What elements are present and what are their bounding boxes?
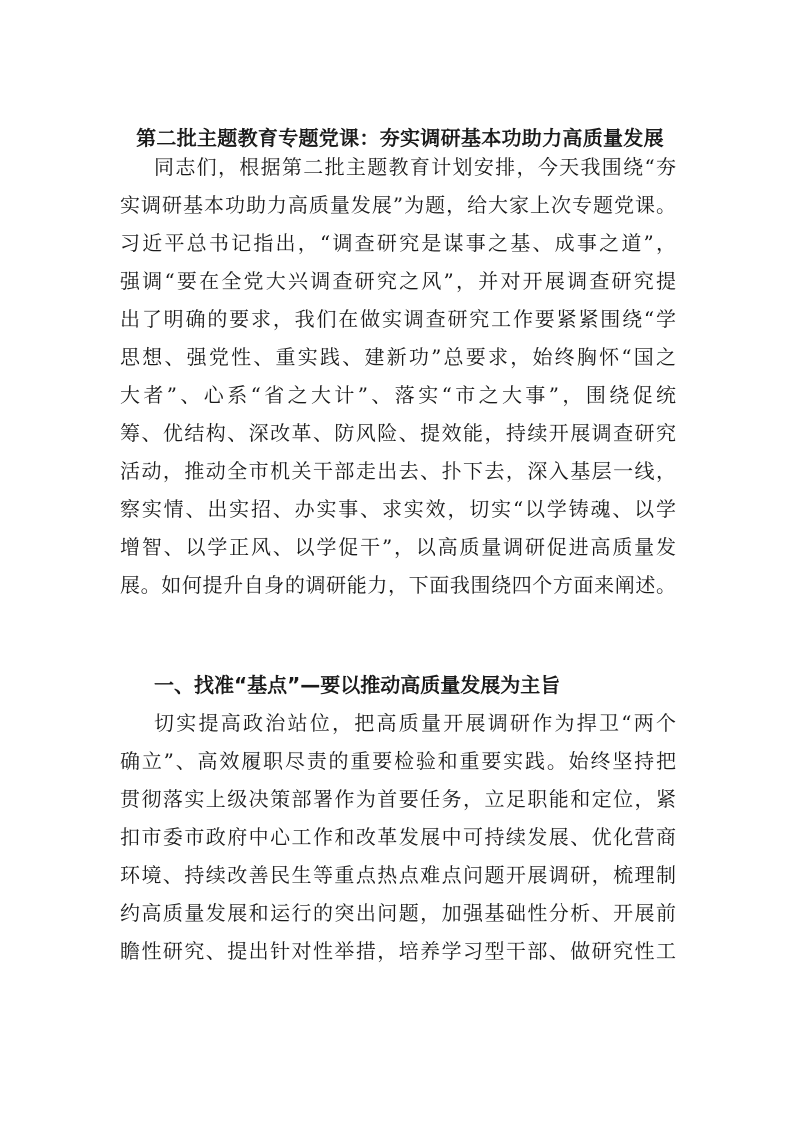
paragraph-line: 增智、以学正风、以学促干”，以高质量调研促进高质量发 <box>120 535 676 559</box>
paragraph-line: 实调研基本功助力高质量发展”为题，给大家上次专题党课。 <box>120 193 676 217</box>
section-heading-1 <box>120 666 676 704</box>
paragraph-line: 环境、持续改善民生等重点热点难点问题开展调研，梳理制 <box>120 863 676 887</box>
paragraph-line: 大者”、心系“省之大计”、落实“市之大事”，围绕促统 <box>120 383 676 407</box>
paragraph-line: 瞻性研究、提出针对性举措，培养学习型干部、做研究性工 <box>120 939 676 963</box>
paragraph-line: 思想、强党性、重实践、建新功”总要求，始终胸怀“国之 <box>120 345 676 369</box>
document-title: 第二批主题教育专题党课：夯实调研基本功助力高质量发展 <box>136 126 664 150</box>
paragraph-line: 约高质量发展和运行的突出问题，加强基础性分析、开展前 <box>120 901 676 925</box>
paragraph-line: 确立”、高效履职尽责的重要检验和重要实践。始终坚持把 <box>120 749 676 773</box>
paragraph-1 <box>120 148 676 604</box>
paragraph-line: 出了明确的要求，我们在做实调查研究工作要紧紧围绕“学 <box>120 307 676 331</box>
paragraph-line: 习近平总书记指出，“调查研究是谋事之基、成事之道”， <box>120 231 676 255</box>
paragraph-line: 贯彻落实上级决策部署作为首要任务，立足职能和定位，紧 <box>120 787 676 811</box>
paragraph-line: 活动，推动全市机关干部走出去、扑下去，深入基层一线， <box>120 459 676 483</box>
paragraph-line: 展。如何提升自身的调研能力，下面我围绕四个方面来阐述。 <box>120 573 676 597</box>
section-heading-text: 一、找准“基点”—要以推动高质量发展为主旨 <box>154 673 561 697</box>
paragraph-line: 同志们，根据第二批主题教育计划安排，今天我围绕“夯 <box>154 155 676 179</box>
paragraph-line: 强调“要在全党大兴调查研究之风”，并对开展调查研究提 <box>120 269 676 293</box>
paragraph-line: 切实提高政治站位，把高质量开展调研作为捍卫“两个 <box>154 711 676 735</box>
paragraph-line: 察实情、出实招、办实事、求实效，切实“以学铸魂、以学 <box>120 497 676 521</box>
paragraph-2 <box>120 704 676 970</box>
paragraph-line: 扣市委市政府中心工作和改革发展中可持续发展、优化营商 <box>120 825 676 849</box>
paragraph-line: 筹、优结构、深改革、防风险、提效能，持续开展调查研究 <box>120 421 676 445</box>
